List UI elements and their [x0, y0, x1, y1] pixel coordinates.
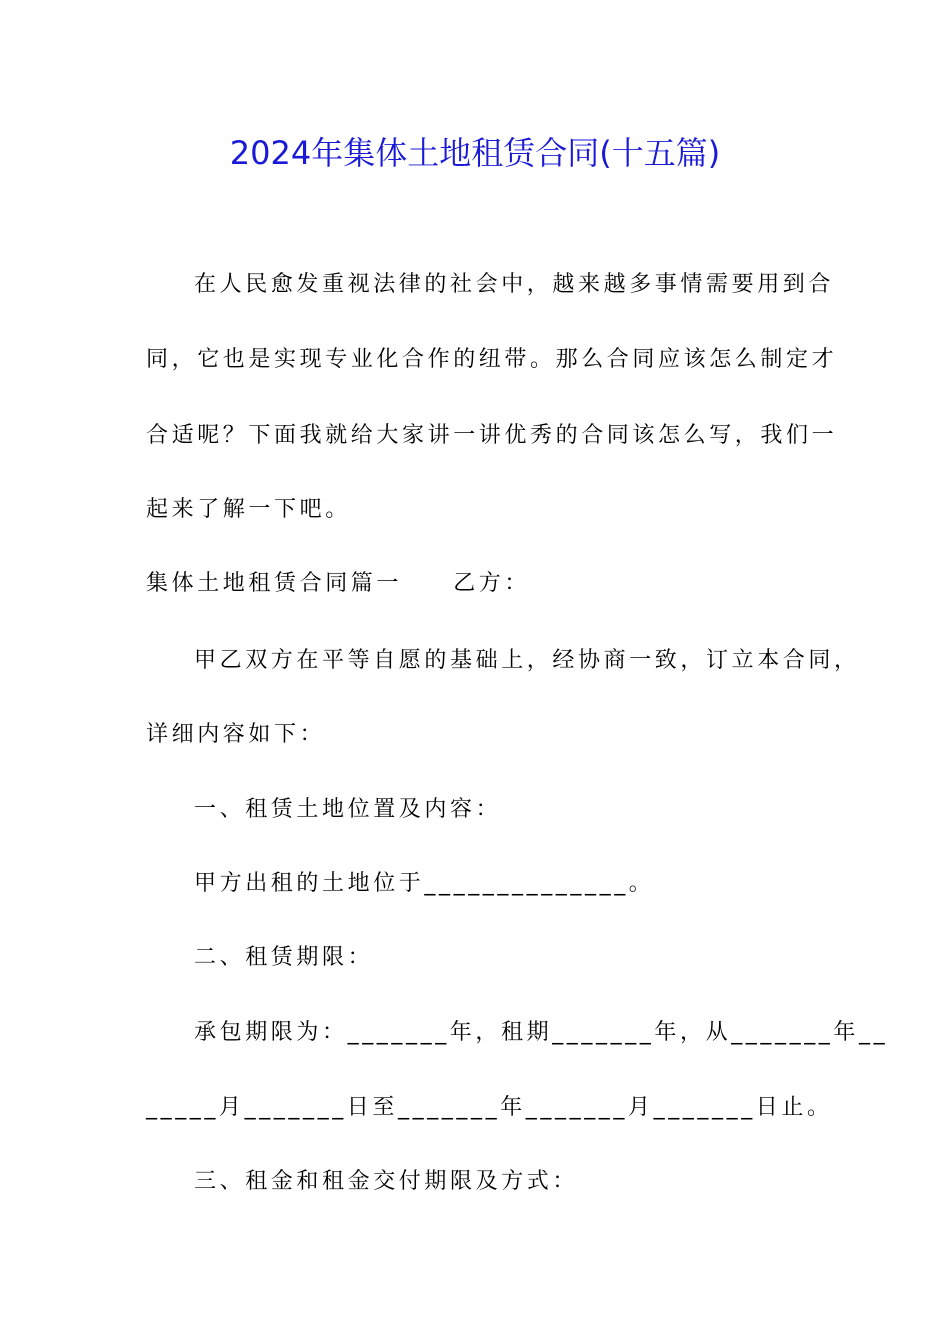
agreement-line-1: 甲乙双方在平等自愿的基础上，经协商一致，订立本合同， [194, 648, 860, 673]
clause-heading-3: 三、租金和租金交付期限及方式： [194, 1169, 579, 1194]
clause-heading-1: 一、租赁土地位置及内容： [194, 797, 502, 822]
intro-line-2: 同，它也是实现专业化合作的纽带。那么合同应该怎么制定才 [146, 347, 838, 372]
intro-line-4: 起来了解一下吧。 [146, 497, 351, 522]
agreement-line-2: 详细内容如下： [146, 722, 326, 747]
clause-1-text: 甲方出租的土地位于______________。 [194, 871, 655, 896]
intro-line-3: 合适呢？下面我就给大家讲一讲优秀的合同该怎么写，我们一 [146, 423, 838, 448]
intro-line-1: 在人民愈发重视法律的社会中，越来越多事情需要用到合 [194, 272, 835, 297]
clause-2-text-1: 承包期限为：_______年，租期_______年，从_______年__ [194, 1020, 889, 1045]
section-heading-1: 集体土地租赁合同篇一 乙方： [146, 571, 531, 596]
document-title: 2024年集体土地租赁合同(十五篇) [229, 134, 721, 172]
clause-2-text-2: _____月_______日至_______年_______月_______日止。 [146, 1095, 833, 1120]
clause-heading-2: 二、租赁期限： [194, 945, 374, 970]
